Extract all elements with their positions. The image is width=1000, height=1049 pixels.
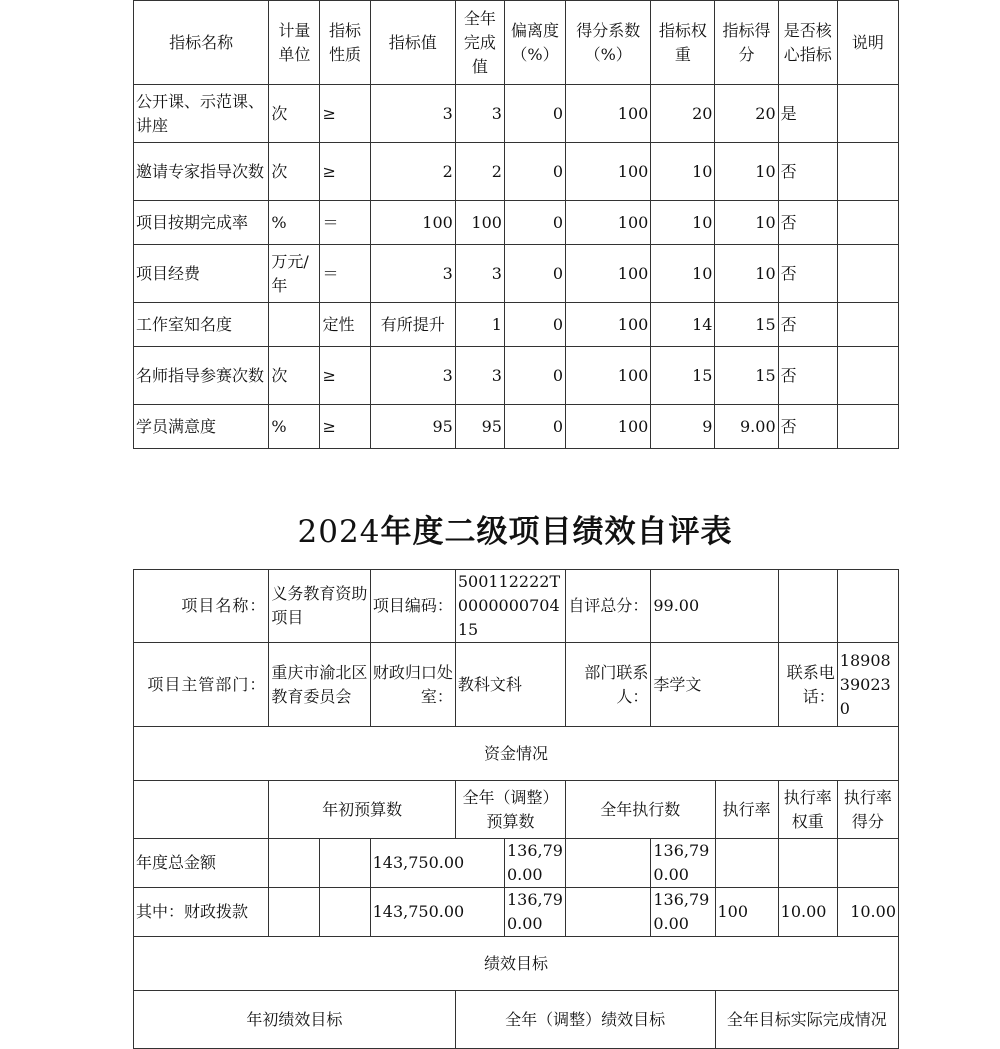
funds-row xyxy=(134,839,899,888)
indicator-table xyxy=(133,0,899,449)
initial-budget: 143,750.00 xyxy=(370,888,504,937)
weight: 14 xyxy=(651,303,715,347)
rate-weight-header: 执行率权重 xyxy=(778,781,837,839)
score: 10 xyxy=(715,201,778,245)
self-score: 99.00 xyxy=(651,570,778,643)
executed-amount: 136,790.00 xyxy=(651,839,715,888)
note xyxy=(837,405,898,449)
weight: 10 xyxy=(651,201,715,245)
core-flag: 否 xyxy=(778,303,837,347)
table-row xyxy=(134,405,899,449)
target-value: 95 xyxy=(370,405,455,449)
adjusted-budget: 136,790.00 xyxy=(504,888,565,937)
empty-cell xyxy=(134,781,269,839)
col-header: 得分系数（%） xyxy=(566,1,651,85)
unit: 次 xyxy=(269,143,320,201)
score: 15 xyxy=(715,347,778,405)
col-header: 是否核心指标 xyxy=(778,1,837,85)
rate-score-header: 执行率得分 xyxy=(837,781,898,839)
dept-name: 重庆市渝北区教育委员会 xyxy=(269,643,370,727)
indicator-name: 工作室知名度 xyxy=(134,303,269,347)
score: 20 xyxy=(715,85,778,143)
core-flag: 否 xyxy=(778,245,837,303)
indicator-name: 名师指导参赛次数 xyxy=(134,347,269,405)
dept-contact: 李学文 xyxy=(651,643,778,727)
funds-row xyxy=(134,888,899,937)
coefficient: 100 xyxy=(566,143,651,201)
deviation: 0 xyxy=(504,303,565,347)
empty-cell xyxy=(837,570,898,643)
done-value: 3 xyxy=(455,85,504,143)
rate-weight xyxy=(778,839,837,888)
nature: ≥ xyxy=(320,405,370,449)
phone: 18908390230 xyxy=(837,643,898,727)
done-value: 2 xyxy=(455,143,504,201)
coefficient: 100 xyxy=(566,85,651,143)
table-row xyxy=(134,347,899,405)
funds-row-label: 其中：财政拨款 xyxy=(134,888,269,937)
funds-section-title: 资金情况 xyxy=(134,727,899,781)
core-flag: 否 xyxy=(778,347,837,405)
core-flag: 否 xyxy=(778,405,837,449)
note xyxy=(837,347,898,405)
funds-header-row xyxy=(134,781,899,839)
funds-row-label: 年度总金额 xyxy=(134,839,269,888)
weight: 10 xyxy=(651,245,715,303)
target-value: 3 xyxy=(370,85,455,143)
empty-cell xyxy=(566,839,651,888)
finance-office-label: 财政归口处室： xyxy=(370,643,455,727)
unit: % xyxy=(269,405,320,449)
coefficient: 100 xyxy=(566,201,651,245)
indicator-name: 公开课、示范课、讲座 xyxy=(134,85,269,143)
table-row xyxy=(134,85,899,143)
table-row xyxy=(134,303,899,347)
done-value: 1 xyxy=(455,303,504,347)
target-value: 100 xyxy=(370,201,455,245)
execution-rate: 100 xyxy=(715,888,778,937)
dept-label: 项目主管部门： xyxy=(134,643,269,727)
deviation: 0 xyxy=(504,347,565,405)
nature: ＝ xyxy=(320,201,370,245)
done-value: 100 xyxy=(455,201,504,245)
coefficient: 100 xyxy=(566,245,651,303)
department-row xyxy=(134,643,899,727)
core-flag: 否 xyxy=(778,143,837,201)
empty-cell xyxy=(320,839,370,888)
unit: 万元/年 xyxy=(269,245,320,303)
table-row xyxy=(134,201,899,245)
initial-goals-header: 年初绩效目标 xyxy=(134,991,456,1049)
deviation: 0 xyxy=(504,85,565,143)
nature: ≥ xyxy=(320,347,370,405)
rate-score xyxy=(837,839,898,888)
col-header: 指标值 xyxy=(370,1,455,85)
project-info-row xyxy=(134,570,899,643)
adjusted-budget: 136,790.00 xyxy=(504,839,565,888)
empty-cell xyxy=(320,888,370,937)
indicator-name: 学员满意度 xyxy=(134,405,269,449)
deviation: 0 xyxy=(504,143,565,201)
project-name: 义务教育资助项目 xyxy=(269,570,370,643)
weight: 9 xyxy=(651,405,715,449)
rate-weight: 10.00 xyxy=(778,888,837,937)
nature: 定性 xyxy=(320,303,370,347)
score: 10 xyxy=(715,245,778,303)
note xyxy=(837,85,898,143)
empty-cell xyxy=(778,570,837,643)
executed-header: 全年执行数 xyxy=(566,781,715,839)
rate-score: 10.00 xyxy=(837,888,898,937)
project-name-label: 项目名称： xyxy=(134,570,269,643)
score: 9.00 xyxy=(715,405,778,449)
done-value: 95 xyxy=(455,405,504,449)
score: 10 xyxy=(715,143,778,201)
col-header: 指标性质 xyxy=(320,1,370,85)
unit: 次 xyxy=(269,85,320,143)
target-value: 2 xyxy=(370,143,455,201)
goals-section-row xyxy=(134,937,899,991)
col-header: 指标得分 xyxy=(715,1,778,85)
table-row xyxy=(134,143,899,201)
coefficient: 100 xyxy=(566,347,651,405)
done-value: 3 xyxy=(455,245,504,303)
project-code: 500112222T000000070415 xyxy=(455,570,565,643)
target-value: 3 xyxy=(370,347,455,405)
table-row xyxy=(134,245,899,303)
done-value: 3 xyxy=(455,347,504,405)
empty-cell xyxy=(269,839,320,888)
unit xyxy=(269,303,320,347)
page-title xyxy=(0,512,1000,552)
col-header: 指标权重 xyxy=(651,1,715,85)
goals-header-row xyxy=(134,991,899,1049)
core-flag: 否 xyxy=(778,201,837,245)
coefficient: 100 xyxy=(566,405,651,449)
phone-label: 联系电话： xyxy=(778,643,837,727)
title-year: 2024 xyxy=(297,514,381,550)
deviation: 0 xyxy=(504,245,565,303)
initial-budget: 143,750.00 xyxy=(370,839,504,888)
actual-completion-header: 全年目标实际完成情况 xyxy=(715,991,899,1049)
title-text: 年度二级项目绩效自评表 xyxy=(380,514,733,550)
execution-rate xyxy=(715,839,778,888)
indicator-name: 项目按期完成率 xyxy=(134,201,269,245)
target-value: 3 xyxy=(370,245,455,303)
col-header: 偏离度（%） xyxy=(504,1,565,85)
target-value: 有所提升 xyxy=(370,303,455,347)
adjusted-budget-header: 全年（调整）预算数 xyxy=(455,781,565,839)
evaluation-table xyxy=(133,569,899,1049)
note xyxy=(837,201,898,245)
weight: 20 xyxy=(651,85,715,143)
weight: 15 xyxy=(651,347,715,405)
funds-section-row xyxy=(134,727,899,781)
nature: ≥ xyxy=(320,143,370,201)
goals-section-title: 绩效目标 xyxy=(134,937,899,991)
note xyxy=(837,303,898,347)
unit: 次 xyxy=(269,347,320,405)
col-header: 全年完成值 xyxy=(455,1,504,85)
col-header: 指标名称 xyxy=(134,1,269,85)
indicator-name: 邀请专家指导次数 xyxy=(134,143,269,201)
self-score-label: 自评总分： xyxy=(566,570,651,643)
note xyxy=(837,245,898,303)
deviation: 0 xyxy=(504,201,565,245)
coefficient: 100 xyxy=(566,303,651,347)
deviation: 0 xyxy=(504,405,565,449)
rate-header: 执行率 xyxy=(715,781,778,839)
finance-office: 教科文科 xyxy=(455,643,565,727)
col-header: 说明 xyxy=(837,1,898,85)
initial-budget-header: 年初预算数 xyxy=(269,781,455,839)
adjusted-goals-header: 全年（调整）绩效目标 xyxy=(455,991,715,1049)
weight: 10 xyxy=(651,143,715,201)
executed-amount: 136,790.00 xyxy=(651,888,715,937)
score: 15 xyxy=(715,303,778,347)
note xyxy=(837,143,898,201)
project-code-label: 项目编码： xyxy=(370,570,455,643)
unit: % xyxy=(269,201,320,245)
core-flag: 是 xyxy=(778,85,837,143)
col-header: 计量单位 xyxy=(269,1,320,85)
nature: ＝ xyxy=(320,245,370,303)
empty-cell xyxy=(269,888,320,937)
indicator-name: 项目经费 xyxy=(134,245,269,303)
dept-contact-label: 部门联系人： xyxy=(566,643,651,727)
empty-cell xyxy=(566,888,651,937)
indicator-header-row xyxy=(134,1,899,85)
nature: ≥ xyxy=(320,85,370,143)
